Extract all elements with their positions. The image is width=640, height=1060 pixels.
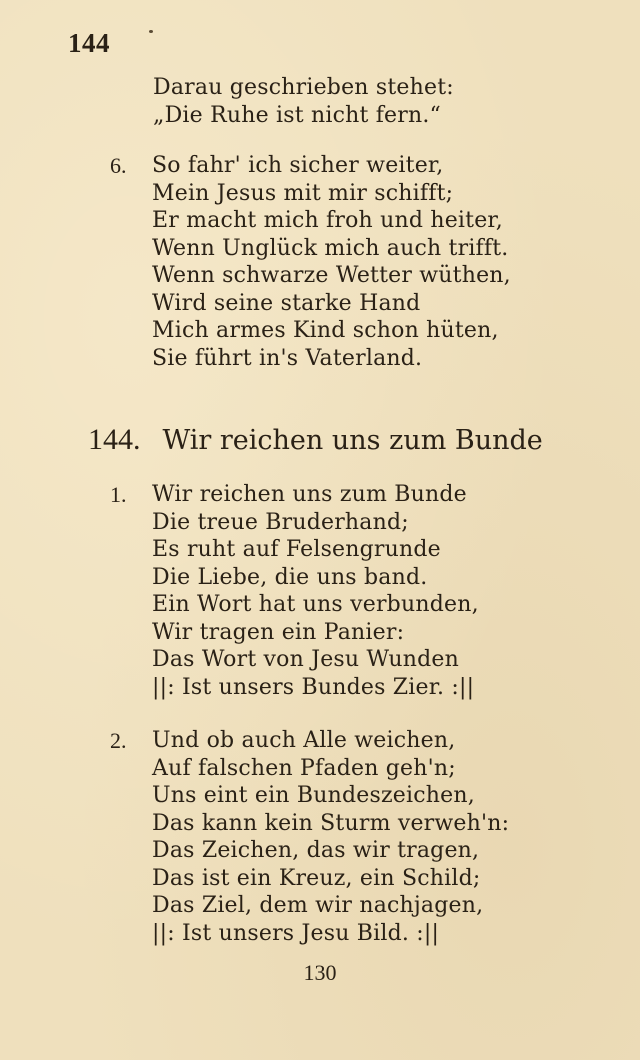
verse-line: „Die Ruhe ist nicht fern.“ bbox=[153, 102, 441, 128]
verse-line: Wird seine starke Hand bbox=[152, 290, 421, 316]
paper-speck bbox=[149, 30, 153, 33]
verse-line: Und ob auch Alle weichen, bbox=[152, 728, 456, 753]
running-head-page-number: 144 bbox=[68, 28, 110, 58]
verse-line: Auf falschen Pfaden geh'n; bbox=[152, 755, 456, 781]
verse-line: Die Liebe, die uns band. bbox=[152, 564, 428, 590]
verse-line: Das kann kein Sturm verweh'n: bbox=[152, 810, 510, 836]
verse-line: ||: Ist unsers Jesu Bild. :|| bbox=[152, 920, 440, 946]
verse-line: Das Zeichen, das wir tragen, bbox=[152, 838, 480, 863]
verse-line: Ein Wort hat uns verbunden, bbox=[152, 592, 479, 617]
verse-line: Wenn Unglück mich auch trifft. bbox=[152, 235, 509, 261]
verse-line: Das ist ein Kreuz, ein Schild; bbox=[152, 865, 481, 891]
folio-page-number: 130 bbox=[303, 960, 337, 985]
verse-line: ||: Ist unsers Bundes Zier. :|| bbox=[152, 674, 475, 700]
verse-line: Mein Jesus mit mir schifft; bbox=[152, 180, 454, 206]
hymn-number: 144. bbox=[88, 423, 141, 456]
hymn-verse-1 bbox=[110, 481, 479, 701]
verse-line: Wenn schwarze Wetter wüthen, bbox=[152, 263, 511, 288]
verse-line: Uns eint ein Bundeszeichen, bbox=[152, 783, 475, 808]
verse-line: Wir reichen uns zum Bunde bbox=[152, 482, 467, 507]
verse-number: 2. bbox=[110, 728, 127, 753]
verse-number: 1. bbox=[110, 482, 127, 507]
verse-line: Darau geschrieben stehet: bbox=[153, 75, 454, 100]
verse-line: Wir tragen ein Panier: bbox=[152, 619, 405, 645]
verse-line: Er macht mich froh und heiter, bbox=[152, 208, 503, 233]
verse-line: Sie führt in's Vaterland. bbox=[152, 345, 423, 371]
previous-hymn-verse-6 bbox=[110, 152, 511, 372]
verse-line: Mich armes Kind schon hüten, bbox=[152, 318, 499, 343]
verse-line: So fahr' ich sicher weiter, bbox=[152, 153, 444, 178]
hymn-title: Wir reichen uns zum Bunde bbox=[162, 425, 543, 456]
verse-line: Das Ziel, dem wir nachjagen, bbox=[152, 893, 484, 918]
verse-line: Es ruht auf Felsengrunde bbox=[152, 537, 441, 562]
verse-line: Das Wort von Jesu Wunden bbox=[152, 647, 460, 672]
verse-line: Die treue Bruderhand; bbox=[152, 509, 409, 535]
hymn-heading bbox=[88, 419, 543, 461]
previous-hymn-continuation bbox=[153, 74, 454, 129]
verse-number: 6. bbox=[110, 153, 127, 178]
hymn-verse-2 bbox=[110, 727, 509, 947]
